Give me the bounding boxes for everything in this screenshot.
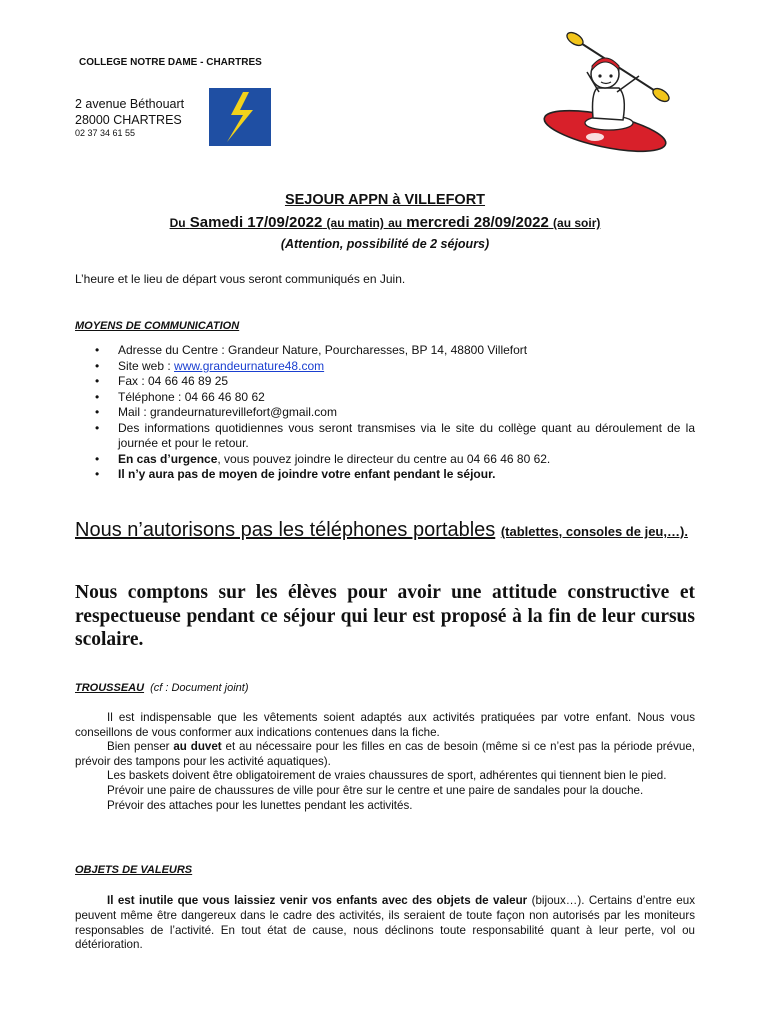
dates-au: au [388,216,403,230]
valeurs-body [75,894,695,953]
valeurs-bold: Il est inutile que vous laissiez venir vos enfants avec des objets de valeur [107,894,528,907]
dates-end-note: (au soir) [553,216,601,230]
trousseau-p2 [75,740,695,769]
trousseau-heading [75,682,248,694]
attention-note: (Attention, possibilité de 2 séjours) [280,237,490,251]
departure-note: L’heure et le lieu de départ vous seront communiqués en Juin. [75,272,406,286]
trip-dates [0,214,770,231]
valeurs-heading: OBJETS DE VALEURS [75,864,193,876]
school-logo [209,88,271,146]
communication-list [95,343,695,483]
trousseau-p2-after: et au nécessaire pour les filles en cas de besoin (même si ce n’est pas la période prévue, prévoir des tampons pour les activité aquatiques). [75,740,696,768]
dates-start: Samedi 17/09/2022 [189,214,323,231]
school-name: COLLEGE NOTRE DAME - CHARTRES [79,57,262,68]
valeurs-rest: (bijoux…). Certains d’entre eux peuvent même être dangereux dans le cadre des activités, ils seraient de toute façon non autorisés par les moniteurs responsables de l’activité. En tout état de cause, nous déclinons toute responsabilité quant à leur perte, vol ou détérioration. [75,894,695,952]
list-item [95,374,695,390]
trousseau-p5: Prévoir des attaches pour les lunettes pendant les activités. [107,798,413,812]
centre-address: Adresse du Centre : Grandeur Nature, Pourcharesses, BP 14, 48800 Villefort [118,343,528,357]
address-line1: 2 avenue Béthouart [75,97,185,111]
list-item [95,359,695,375]
list-item [95,390,695,406]
daily-info: Des informations quotidiennes vous seront transmises via le site du collège quant au déroulement de la journée et pour le retour. [118,420,695,450]
kayak-illustration [535,30,670,160]
site-label: Site web : [118,358,175,373]
trousseau-ref: (cf : Document joint) [150,682,249,694]
trousseau-body [75,711,695,813]
communication-heading: MOYENS DE COMMUNICATION [75,320,240,332]
urgence-text: , vous pouvez joindre le directeur du centre au 04 66 46 80 62. [217,451,551,466]
dates-du: Du [169,216,186,230]
trousseau-p3: Les baskets doivent être obligatoirement de vraies chaussures de sport, adhérentes qui tiennent bien le pied. [107,769,667,783]
list-item [95,405,695,421]
website-link[interactable]: www.grandeurnature48.com [174,358,325,373]
phones-policy [75,519,695,543]
list-item [95,421,695,452]
address-line2: 28000 CHARTRES [75,113,182,127]
trousseau-title: TROUSSEAU [75,682,145,694]
school-phone: 02 37 34 61 55 [75,128,136,138]
mail-address: Mail : grandeurnaturevillefort@gmail.com [118,405,337,419]
phones-policy-detail: (tablettes, consoles de jeu,…). [500,524,688,539]
trousseau-p4: Prévoir une paire de chaussures de ville pour être sur le centre et une paire de sandales pour la douche. [107,783,644,797]
telephone-number: Téléphone : 04 66 46 80 62 [118,389,265,404]
page-title: SEJOUR APPN à VILLEFORT [284,192,486,208]
no-contact-note: Il n’y aura pas de moyen de joindre votre enfant pendant le séjour. [118,467,496,481]
list-item [95,467,695,483]
trousseau-p2-before: Bien penser [107,740,174,754]
trousseau-p2-bold: au duvet [173,740,222,754]
phones-policy-main: Nous n’autorisons pas les téléphones portables [75,519,496,541]
school-address [75,96,184,128]
list-item [95,343,695,359]
dates-start-note: (au matin) [326,216,384,230]
urgence-label: En cas d’urgence [118,451,218,466]
dates-end: mercredi 28/09/2022 [406,214,549,231]
fax-number: Fax : 04 66 46 89 25 [118,374,229,388]
trousseau-p1: Il est indispensable que les vêtements soient adaptés aux activités pratiquées par votre enfant. Nous vous conseillons de vous conformer aux indications contenues dans la fiche. [75,711,695,739]
list-item [95,452,695,468]
behaviour-statement: Nous comptons sur les élèves pour avoir une attitude constructive et respectueuse pendant ce séjour qui leur est proposé à la fin de leur cursus scolaire. [75,582,695,650]
